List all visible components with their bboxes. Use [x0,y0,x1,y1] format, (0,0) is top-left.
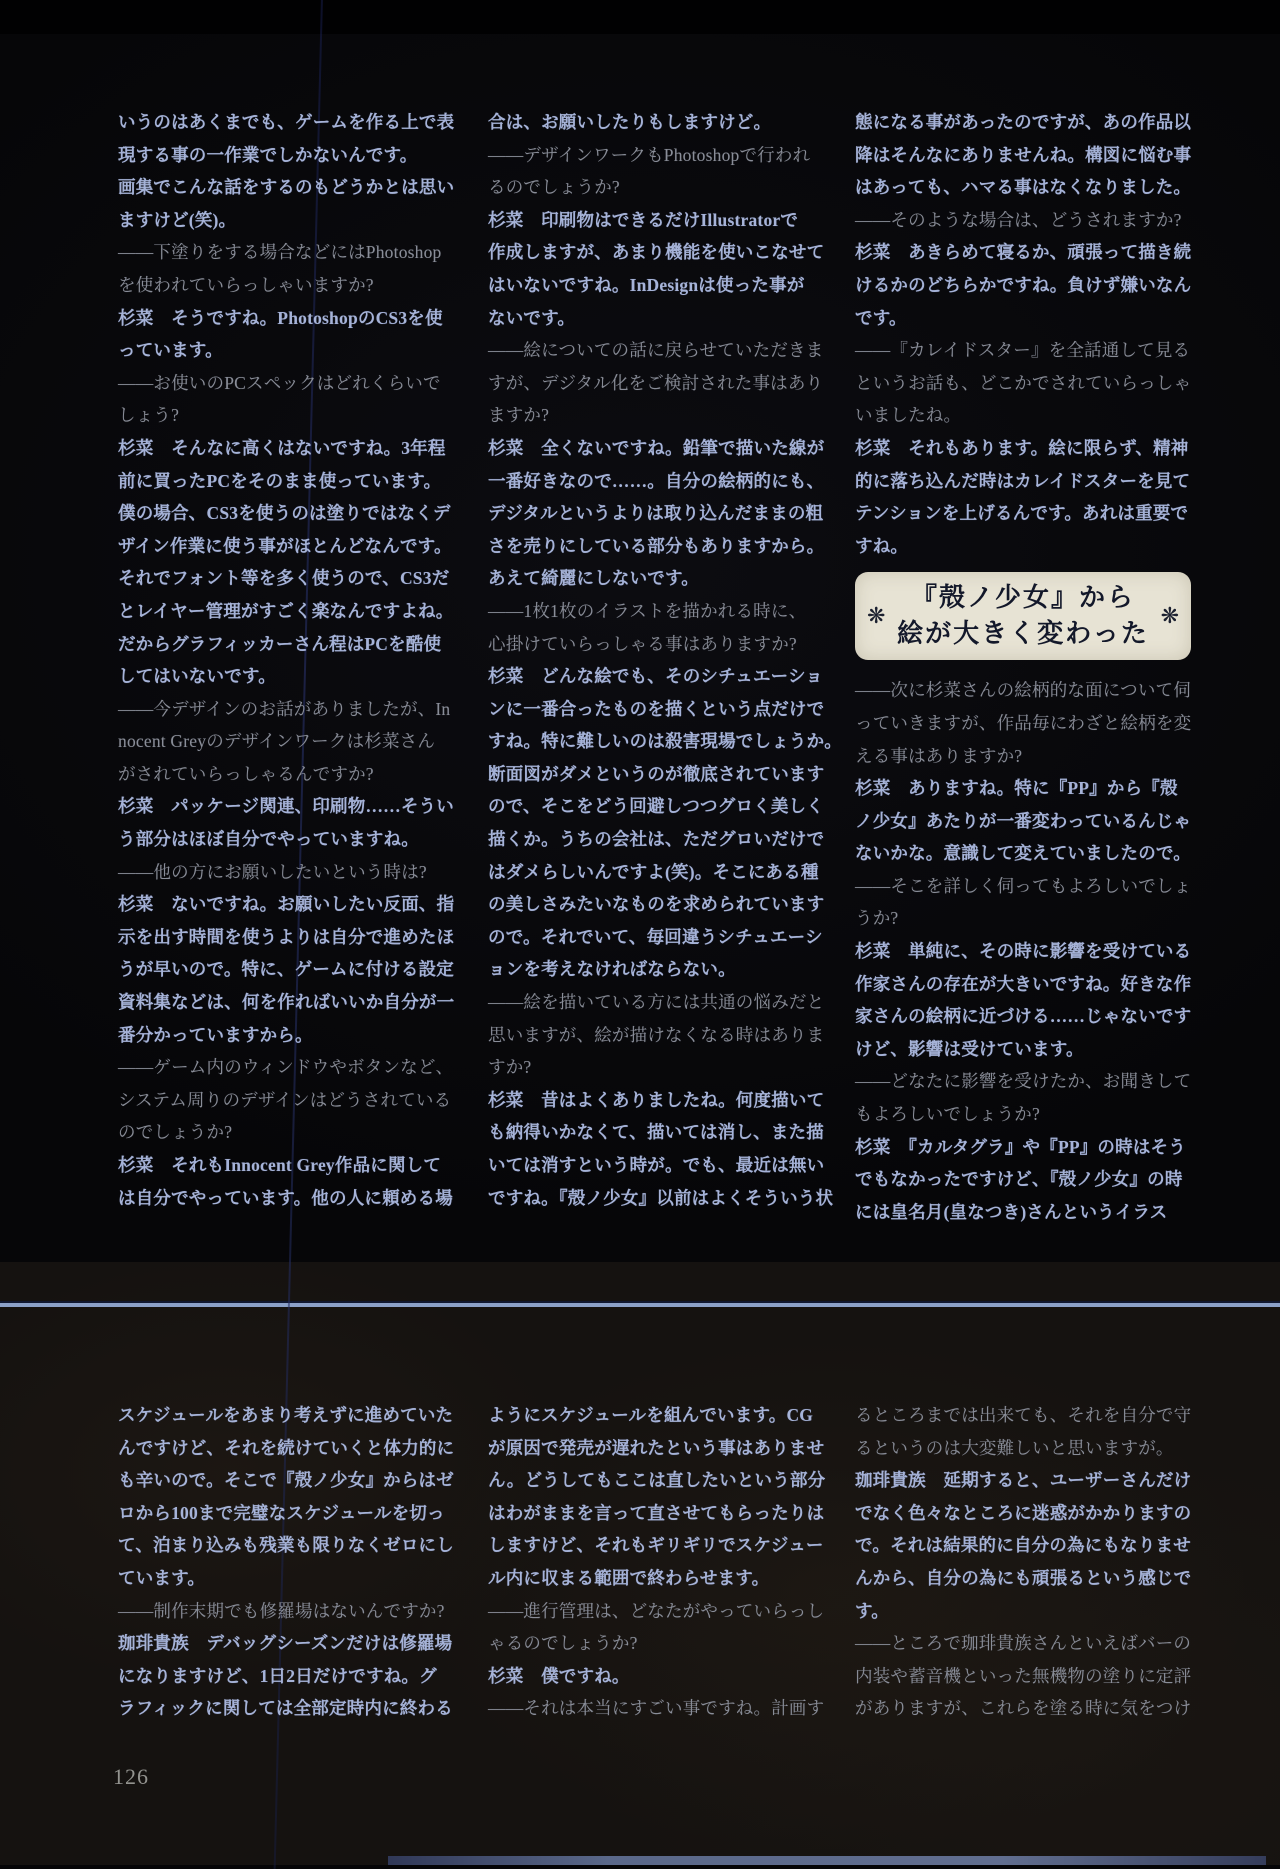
text-line: デジタルというよりは取り込んだままの粗 [488,503,824,524]
text-line: も納得いかなくて、描いては消し、また描 [488,1122,824,1143]
text-line: ――他の方にお願いしたいという時は? [118,861,427,882]
text-line: が原因で発売が遅れたという事はありませ [488,1437,825,1458]
text-line: ――制作末期でも修羅場はないんですか? [118,1600,445,1621]
flower-ornament-left-icon: ❋ [867,603,886,629]
text-line: テンションを上げるんです。あれは重要で [855,503,1189,524]
text-line: 杉菜 単純に、その時に影響を受けている [855,941,1192,962]
text-line: は自分でやっています。他の人に頼める場 [118,1187,453,1208]
text-line: nocent Greyのデザインワークは杉菜さん [118,731,436,752]
text-line: ますけど(笑)。 [118,209,237,230]
text-line: でなく色々なところに迷惑がかかりますの [855,1502,1192,1523]
section-heading-box [855,572,1191,660]
text-line: 珈琲貴族 延期すると、ユーザーさんだけ [855,1470,1192,1491]
text-line: しょう? [118,405,180,426]
text-line: ル内に収まる範囲で終わらせます。 [488,1567,770,1588]
text-line: ――下塗りをする場合などにはPhotoshop [118,242,442,263]
text-line: 杉菜 そうですね。PhotoshopのCS3を使 [118,307,443,328]
page-top-edge [0,0,1280,34]
text-line: う部分はほぼ自分でやっていますね。 [118,829,419,850]
text-line: がされていらっしゃるんですか? [118,763,374,784]
text-line: 作家さんの存在が大きいですね。好きな作 [855,973,1192,994]
text-line: 断面図がダメというのが徹底されています [488,763,825,784]
text-line: いうのはあくまでも、ゲームを作る上で表 [118,112,455,132]
text-line: て、泊まり込みも残業も限りなくゼロにし [118,1535,454,1556]
text-line: というお話も、どこかでされていらっしゃ [855,372,1192,393]
text-line: も辛いので。そこで『殻ノ少女』からはゼ [118,1470,454,1491]
text-line: 心掛けていらっしゃる事はありますか? [488,633,797,654]
text-line: 杉菜 それもInnocent Grey作品に関して [118,1155,442,1175]
text-line: ――ところで珈琲貴族さんといえばバーの [855,1633,1192,1654]
text-line: システム周りのデザインはどうされている [118,1089,452,1110]
text-line: すか? [488,1057,532,1078]
text-line: の美しさみたいなものを求められています [488,894,825,915]
text-line: 画集でこんな話をするのもどうかとは思い [118,177,455,198]
text-line: ――次に杉菜さんの絵柄的な面について伺 [855,680,1191,701]
text-line: けるかのどちらかですね。負けず嫌いなん [855,274,1192,295]
text-line: 作成しますが、あまり機能を使いこなせて [488,242,825,263]
text-line: ラフィックに関しては全部定時内に終わる [118,1698,453,1719]
text-line: スケジュールをあまり考えずに進めていた [118,1405,454,1425]
text-line: のでしょうか? [118,1122,233,1143]
text-line: うか? [855,908,899,929]
text-line: ――デザインワークもPhotoshopで行われ [488,144,811,165]
text-line: 的に落ち込んだ時はカレイドスターを見て [855,470,1191,491]
text-line: 前に買ったPCをそのまま使っています。 [118,470,442,491]
text-line: 一番好きなので……。自分の絵柄的にも、 [488,470,825,491]
right-column-upper-lines [855,106,1191,562]
text-line: 僕の場合、CS3を使うのは塗りではなくデ [118,503,451,524]
text-line: とレイヤー管理がすごく楽なんですよね。 [118,600,454,621]
text-line: るのでしょうか? [488,177,620,198]
text-line: はダメらしいんですよ(笑)。そこにある種 [488,861,819,882]
text-line: ――そこを詳しく伺ってもよろしいでしょ [855,875,1192,896]
text-line: す。 [855,1600,889,1621]
text-line: ――絵を描いている方には共通の悩みだと [488,992,825,1013]
text-line: っています。 [118,340,223,361]
text-line: だからグラフィッカーさん程はPCを酷使 [118,633,442,654]
text-line: 杉菜 パッケージ関連、印刷物……そうい [118,796,454,817]
section-divider-line [0,1303,1280,1307]
text-line: ないかな。意識して変えていましたので。 [855,843,1191,864]
text-line: もよろしいでしょうか? [855,1104,1040,1125]
text-line: 資料集などは、何を作ればいいか自分が一 [118,992,455,1013]
text-line: すね。特に難しいのは殺害現場でしょうか。 [488,731,842,752]
text-line: ので、そこをどう回避しつつグロく美しく [488,796,824,817]
text-line: いては消すという時が。でも、最近は無い [488,1155,825,1175]
text-line: ロから100まで完璧なスケジュールを切っ [118,1502,445,1523]
top-left-column [118,106,454,1214]
bottom-middle-column [488,1399,824,1725]
text-line: んから、自分の為にも頑張るという感じで [855,1567,1192,1588]
text-line: を使われていらっしゃいますか? [118,274,374,295]
text-line: ――どなたに影響を受けたか、お聞きして [855,1071,1192,1092]
text-line: ので。それでいて、毎回違うシチュエーシ [488,926,823,947]
text-line: それでフォント等を多く使うので、CS3だ [118,568,450,589]
text-line: いましたね。 [855,405,962,426]
text-line: ――ゲーム内のウィンドウやボタンなど、 [118,1057,454,1078]
bottom-right-column [855,1399,1191,1725]
text-line: 杉菜 『カルタグラ』や『PP』の時はそう [855,1136,1186,1157]
next-page-edge-strip [388,1856,1266,1865]
top-right-column [855,106,1191,1228]
text-line: 家さんの絵柄に近づける……じゃないです [855,1006,1192,1027]
text-line: ンに一番合ったものを描くという点だけで [488,698,825,719]
text-line: るところまでは出来ても、それを自分で守 [855,1405,1192,1425]
heading-line-1: 『殻ノ少女』から [910,583,1135,613]
text-line: ノ少女』あたりが一番変わっているんじゃ [855,810,1192,831]
text-line: あえて綺麗にしないです。 [488,568,699,589]
text-line: える事はありますか? [855,745,1023,766]
text-line: でもなかったですけど、『殻ノ少女』の時 [855,1169,1183,1190]
heading-line-2: 絵が大きく変わった [897,619,1149,649]
page-number: 126 [113,1764,149,1789]
text-line: んですけど、それを続けていくと体力的に [118,1437,455,1458]
text-line: には皇名月(皇なつき)さんというイラス [855,1201,1168,1222]
section-heading-text [885,580,1160,652]
text-line: 杉菜 ないですね。お願いしたい反面、指 [118,894,455,915]
text-line: 杉菜 僕ですね。 [488,1665,630,1686]
text-line: はあっても、ハマる事はなくなりました。 [855,177,1192,198]
text-line: してはいないです。 [118,666,276,687]
text-line: で。それは結果的に自分の為にもなりませ [855,1535,1191,1556]
text-line: はわがままを言って直させてもらったりは [488,1502,825,1523]
text-line: 杉菜 全くないですね。鉛筆で描いた線が [488,437,825,458]
top-middle-column [488,106,842,1214]
text-line: 示を出す時間を使うよりは自分で進めたほ [118,926,455,947]
text-line: がありますが、これらを塗る時に気をつけ [855,1698,1192,1719]
text-line: ョンを考えなければならない。 [488,959,736,980]
text-line: になりますけど、1日2日だけですね。グ [118,1665,437,1686]
text-line: ――1枚1枚のイラストを描かれる時に、 [488,600,807,621]
text-line: 番分かっていますから。 [118,1024,313,1045]
text-line: 態になる事があったのですが、あの作品以 [855,112,1192,132]
text-line: しますけど、それもギリギリでスケジュー [488,1535,824,1556]
text-line: ――絵についての話に戻らせていただきま [488,340,824,361]
text-line: ――そのような場合は、どうされますか? [855,209,1182,230]
text-line: ますか? [488,405,550,426]
right-column-lower-lines [855,674,1191,1228]
text-line: ――それは本当にすごい事ですね。計画す [488,1698,825,1719]
text-line: はいないですね。InDesignは使った事が [488,274,805,295]
text-line: 杉菜 あきらめて寝るか、頑張って描き続 [855,242,1192,263]
text-line: ています。 [118,1567,206,1588]
flower-ornament-right-icon: ❋ [1160,603,1179,629]
text-line: 杉菜 それもあります。絵に限らず、精神 [855,437,1189,458]
text-line: 内装や蓄音機といった無機物の塗りに定評 [855,1665,1192,1686]
text-line: ――今デザインのお話がありましたが、In [118,698,451,719]
text-line: っていきますが、作品毎にわざと絵柄を変 [855,712,1192,733]
text-line: 降はそんなにありませんね。構図に悩む事 [855,144,1192,165]
text-line: うが早いので。特に、ゲームに付ける設定 [118,959,454,980]
text-line: 現する事の一作業でしかないんです。 [118,144,418,165]
text-line: 珈琲貴族 デバッグシーズンだけは修羅場 [118,1633,453,1654]
text-line: ――『カレイドスター』を全話通して見る [855,340,1191,361]
text-line: 杉菜 どんな絵でも、そのシチュエーショ [488,666,824,687]
text-line: 合は、お願いしたりもしますけど。 [488,112,772,132]
text-line: すが、デジタル化をご検討された事はあり [488,372,824,393]
text-line: ――進行管理は、どなたがやっていらっし [488,1600,825,1621]
text-line: ザイン作業に使う事がほとんどなんです。 [118,535,452,556]
text-line: ――お使いのPCスペックはどれくらいで [118,372,441,393]
text-line: 思いますが、絵が描けなくなる時はありま [488,1024,825,1045]
text-line: ゃるのでしょうか? [488,1633,638,1654]
text-line: ないです。 [488,307,576,328]
text-line: 杉菜 印刷物はできるだけIllustratorで [488,209,799,230]
text-line: です。 [855,307,907,328]
text-line: ですね。『殻ノ少女』以前はよくそういう状 [488,1187,834,1208]
text-line: さを売りにしている部分もありますから。 [488,535,825,556]
text-line: 杉菜 そんなに高くはないですね。3年程 [118,437,446,458]
text-line: 杉菜 ありますね。特に『PP』から『殻 [855,778,1178,799]
text-line: るというのは大変難しいと思いますが。 [855,1437,1174,1458]
text-line: 描くか。うちの会社は、ただグロいだけで [488,829,825,850]
text-line: すね。 [855,535,909,556]
bottom-left-column [118,1399,454,1725]
text-line: ようにスケジュールを組んでいます。CG [488,1405,814,1425]
text-line: けど、影響は受けています。 [855,1038,1084,1059]
text-line: ん。どうしてもここは直したいという部分 [488,1470,826,1491]
text-line: 杉菜 昔はよくありましたね。何度描いて [488,1089,825,1110]
